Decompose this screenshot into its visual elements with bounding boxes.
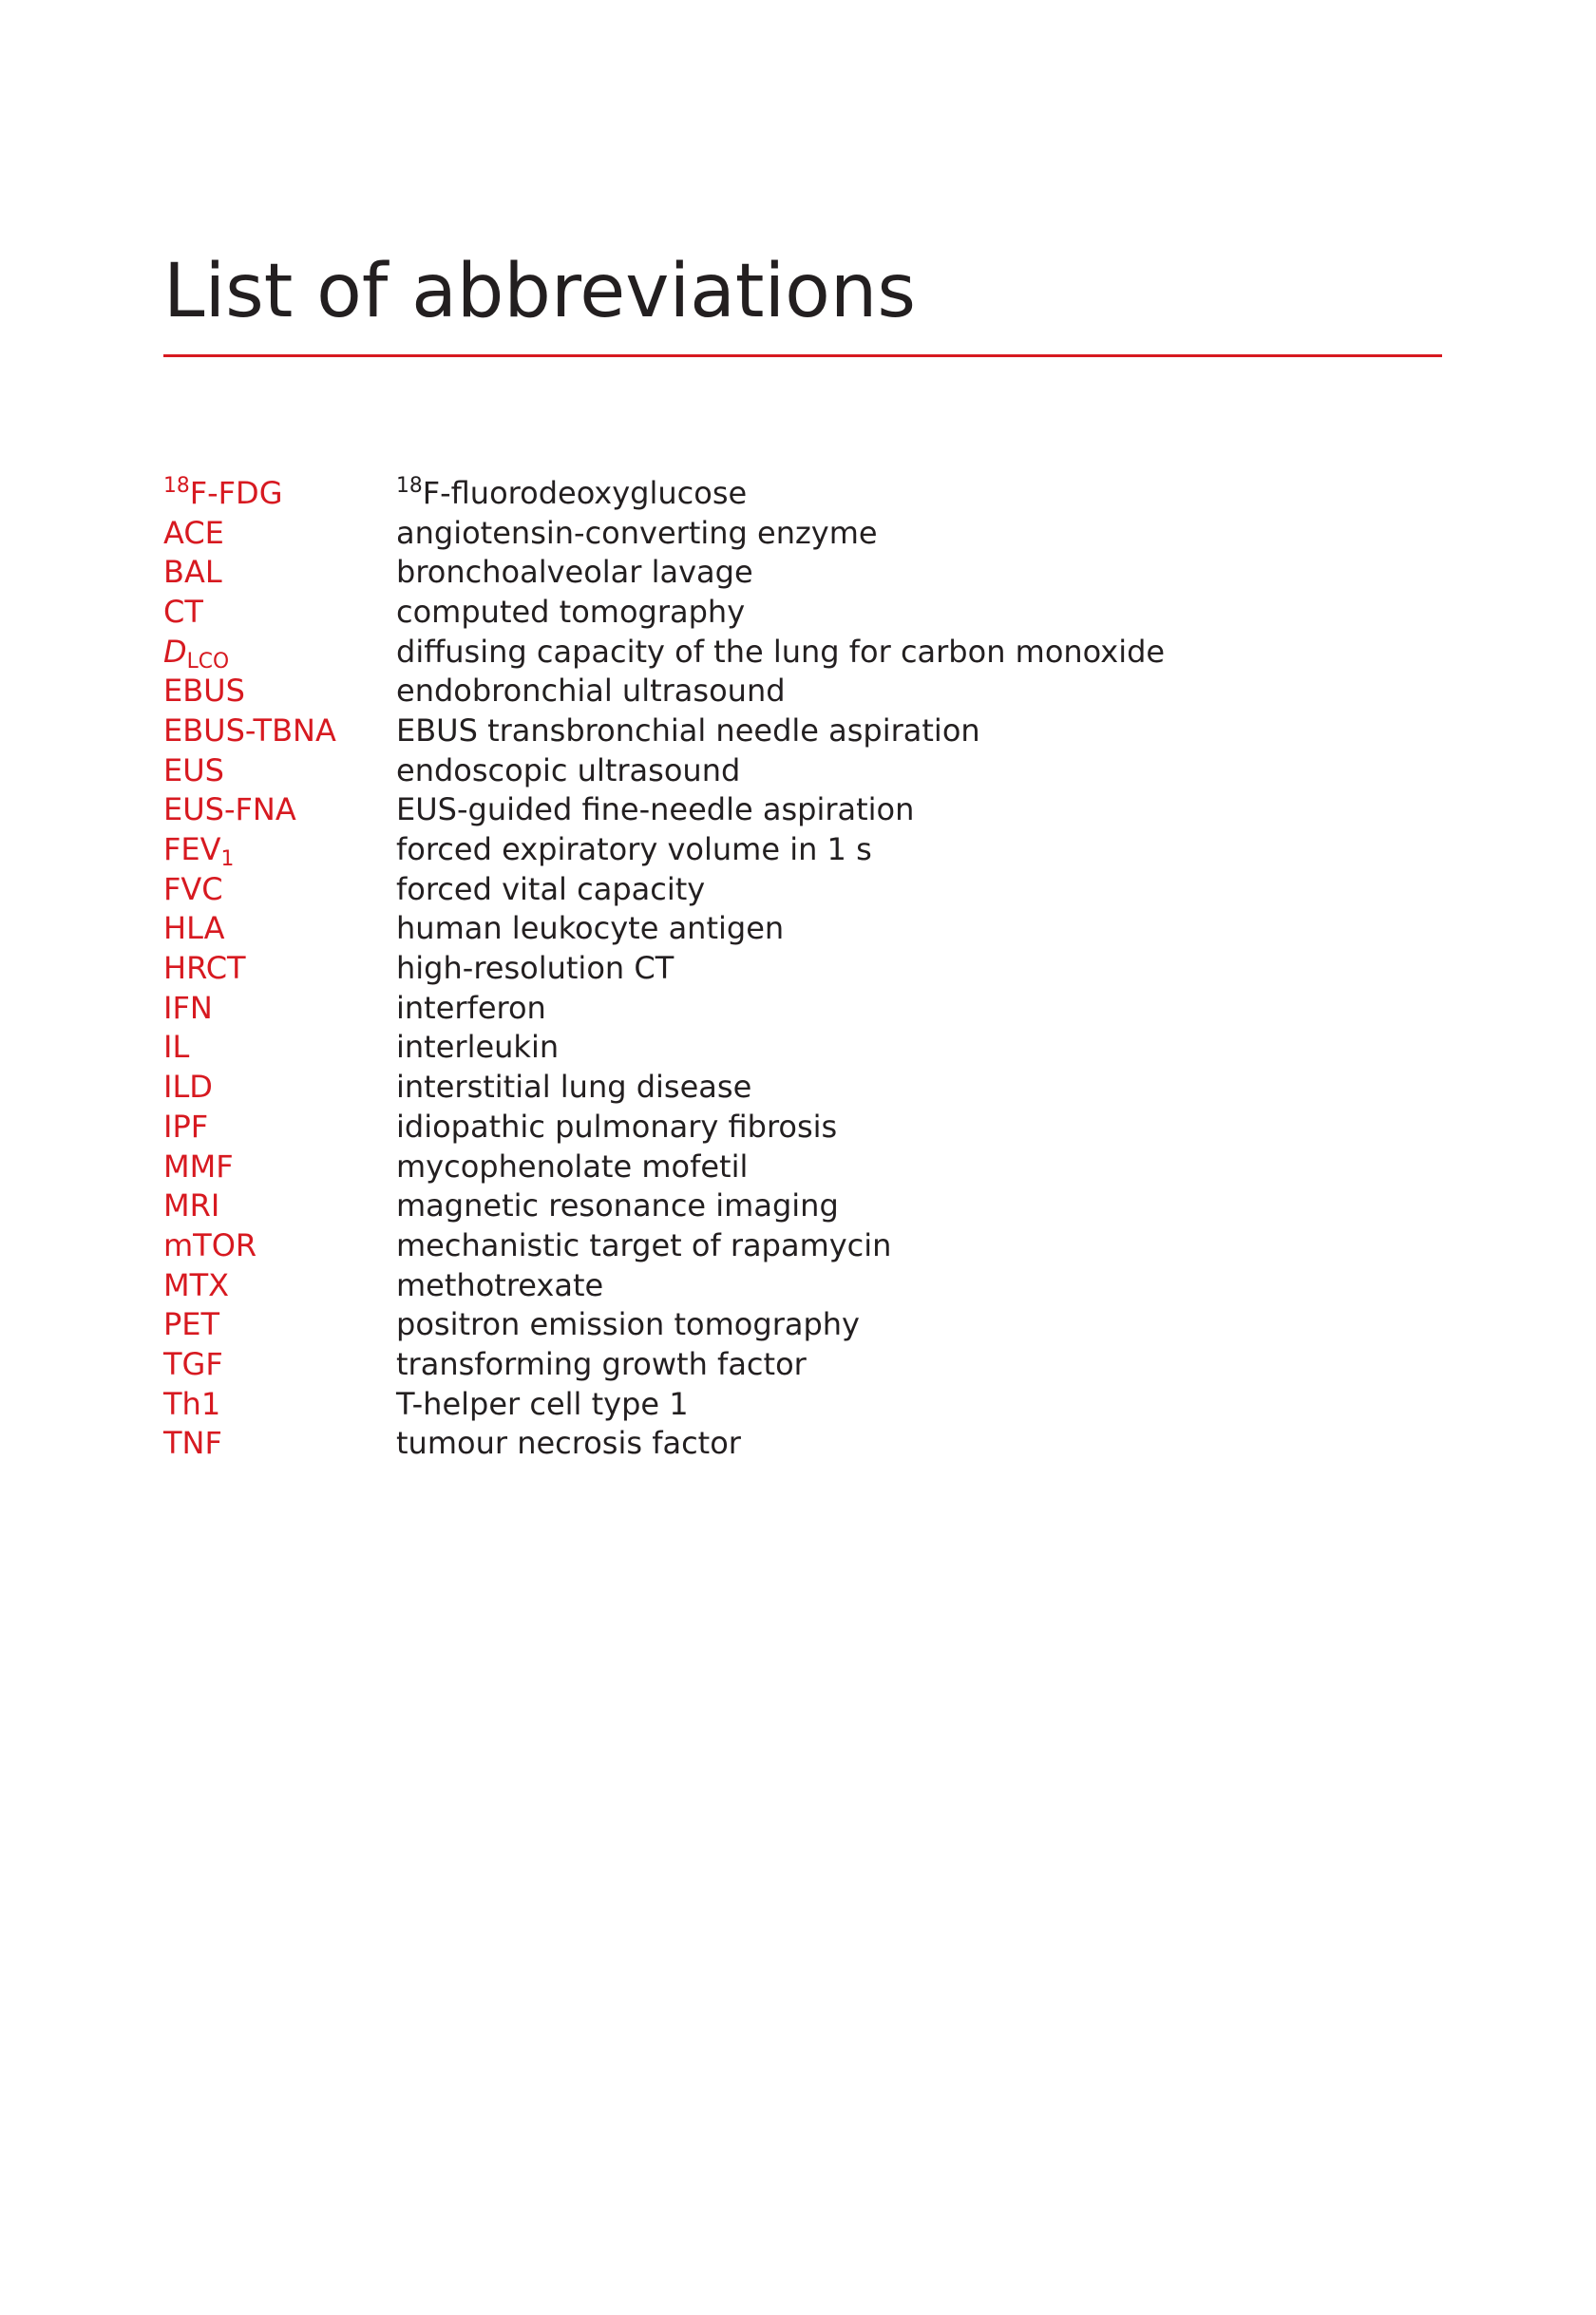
abbreviation-term: FVC xyxy=(163,870,223,907)
abbreviation-row xyxy=(163,790,1165,830)
abbreviation-definition: T-helper cell type 1 xyxy=(396,1385,689,1422)
abbreviation-term: IL xyxy=(163,1029,190,1066)
definition-superscript: 18 xyxy=(396,473,423,498)
abbreviation-term: BAL xyxy=(163,554,222,591)
abbreviation-definition: endobronchial ultrasound xyxy=(396,673,786,710)
abbreviation-term: EBUS-TBNA xyxy=(163,712,336,749)
abbreviation-row xyxy=(163,1225,1165,1265)
abbreviation-term: TGF xyxy=(163,1345,223,1382)
abbreviation-row xyxy=(163,513,1165,553)
abbreviation-term: HRCT xyxy=(163,950,246,987)
abbreviation-definition: endoscopic ultrasound xyxy=(396,751,741,788)
abbreviation-definition: EBUS transbronchial needle aspiration xyxy=(396,712,980,749)
abbreviation-row xyxy=(163,909,1165,949)
abbreviation-definition: mechanistic target of rapamycin xyxy=(396,1226,892,1263)
abbreviation-row xyxy=(163,671,1165,711)
abbreviation-definition: methotrexate xyxy=(396,1266,604,1303)
definition-text: F-fluorodeoxyglucose xyxy=(422,474,748,511)
abbreviation-term: PET xyxy=(163,1306,220,1343)
abbreviation-definition: angiotensin-converting enzyme xyxy=(396,514,878,551)
abbreviation-definition: tumour necrosis factor xyxy=(396,1425,741,1462)
abbreviation-term: IFN xyxy=(163,989,213,1026)
abbreviation-row xyxy=(163,592,1165,632)
abbreviation-row xyxy=(163,473,1165,513)
abbreviation-term: MMF xyxy=(163,1148,234,1185)
abbreviation-row xyxy=(163,829,1165,872)
abbreviation-row xyxy=(163,632,1165,672)
abbreviation-row xyxy=(163,750,1165,790)
abbreviation-term: ACE xyxy=(163,514,224,551)
abbreviation-term: MTX xyxy=(163,1266,230,1303)
term-text: D xyxy=(163,633,187,670)
abbreviation-term xyxy=(163,831,396,872)
abbreviation-row xyxy=(163,1067,1165,1107)
abbreviation-term: CT xyxy=(163,593,203,630)
term-subscript: LCO xyxy=(186,649,230,674)
abbreviation-row xyxy=(163,948,1165,988)
abbreviation-row xyxy=(163,1186,1165,1225)
abbreviation-definition: interferon xyxy=(396,989,546,1026)
abbreviation-definition: magnetic resonance imaging xyxy=(396,1187,839,1224)
abbreviation-list xyxy=(163,473,1165,1463)
abbreviation-row xyxy=(163,1028,1165,1068)
abbreviation-definition xyxy=(396,473,748,511)
abbreviation-definition: diffusing capacity of the lung for carbon monoxide xyxy=(396,633,1166,670)
abbreviation-row xyxy=(163,1107,1165,1147)
abbreviation-term: HLA xyxy=(163,910,225,947)
abbreviation-row xyxy=(163,1344,1165,1384)
abbreviation-term xyxy=(163,473,396,511)
abbreviation-term xyxy=(163,633,396,674)
abbreviation-term: TNF xyxy=(163,1425,222,1462)
abbreviation-definition: human leukocyte antigen xyxy=(396,910,785,947)
abbreviation-definition: interleukin xyxy=(396,1029,560,1066)
abbreviation-term: Th1 xyxy=(163,1385,221,1422)
abbreviation-definition: computed tomography xyxy=(396,593,746,630)
page-title: List of abbreviations xyxy=(163,249,916,334)
term-subscript: 1 xyxy=(220,847,235,872)
abbreviation-row xyxy=(163,988,1165,1028)
term-text: FEV xyxy=(163,831,221,868)
title-divider xyxy=(163,354,1442,357)
abbreviation-term: ILD xyxy=(163,1069,213,1106)
abbreviation-row xyxy=(163,711,1165,750)
abbreviation-row xyxy=(163,1304,1165,1344)
abbreviation-term: mTOR xyxy=(163,1226,257,1263)
abbreviation-row xyxy=(163,1384,1165,1424)
term-superscript: 18 xyxy=(163,473,190,498)
abbreviation-row xyxy=(163,552,1165,592)
abbreviation-definition: high-resolution CT xyxy=(396,950,674,987)
abbreviation-term: EUS-FNA xyxy=(163,791,296,828)
abbreviation-definition: EUS-guided fine-needle aspiration xyxy=(396,791,915,828)
abbreviation-term: MRI xyxy=(163,1187,220,1224)
abbreviation-definition: idiopathic pulmonary fibrosis xyxy=(396,1108,838,1145)
abbreviation-term: EUS xyxy=(163,751,224,788)
abbreviation-definition: forced expiratory volume in 1 s xyxy=(396,831,872,868)
abbreviation-definition: bronchoalveolar lavage xyxy=(396,554,753,591)
term-text: F-FDG xyxy=(189,474,283,511)
abbreviation-term: EBUS xyxy=(163,673,245,710)
abbreviation-definition: transforming growth factor xyxy=(396,1345,807,1382)
abbreviation-definition: forced vital capacity xyxy=(396,870,706,907)
abbreviation-definition: interstitial lung disease xyxy=(396,1069,752,1106)
abbreviation-row xyxy=(163,869,1165,909)
abbreviation-row xyxy=(163,1424,1165,1464)
abbreviation-row xyxy=(163,1147,1165,1186)
abbreviation-row xyxy=(163,1265,1165,1305)
abbreviation-definition: positron emission tomography xyxy=(396,1306,860,1343)
abbreviation-term: IPF xyxy=(163,1108,209,1145)
abbreviation-definition: mycophenolate mofetil xyxy=(396,1148,749,1185)
